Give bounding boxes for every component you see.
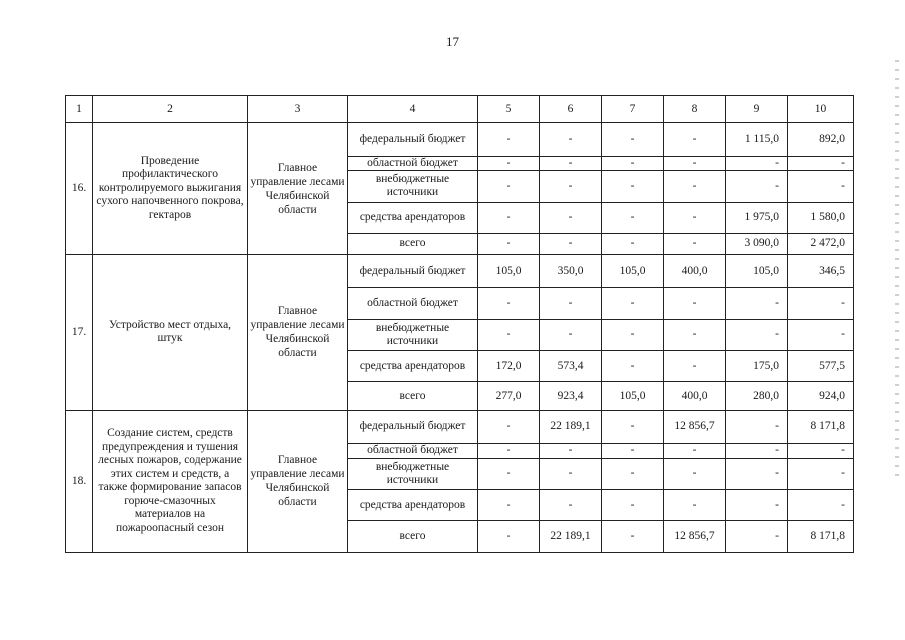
value-cell: -	[540, 234, 602, 255]
value-cell: 105,0	[726, 254, 788, 287]
funding-source: внебюджетные источники	[348, 458, 478, 489]
value-cell: 350,0	[540, 254, 602, 287]
value-cell: -	[788, 288, 854, 319]
value-cell: 175,0	[726, 351, 788, 382]
funding-source: внебюджетные источники	[348, 171, 478, 202]
header-cell: 6	[540, 96, 602, 123]
value-cell: 12 856,7	[664, 521, 726, 553]
funding-source: средства арендаторов	[348, 202, 478, 233]
value-cell: -	[602, 123, 664, 156]
value-cell: -	[478, 288, 540, 319]
header-cell: 10	[788, 96, 854, 123]
scan-edge-mark	[895, 60, 899, 480]
value-cell: -	[478, 319, 540, 350]
funding-source: федеральный бюджет	[348, 410, 478, 443]
value-cell: -	[540, 319, 602, 350]
value-cell: -	[602, 319, 664, 350]
value-cell: -	[788, 444, 854, 459]
page-number: 17	[446, 34, 459, 49]
value-cell: -	[478, 171, 540, 202]
value-cell: -	[788, 490, 854, 521]
value-cell: -	[726, 156, 788, 171]
value-cell: -	[602, 234, 664, 255]
row-number: 18.	[66, 410, 93, 552]
value-cell: 8 171,8	[788, 410, 854, 443]
header-cell: 4	[348, 96, 478, 123]
activity-description: Устройство мест отдыха, штук	[93, 254, 248, 410]
value-cell: -	[664, 288, 726, 319]
funding-source: областной бюджет	[348, 444, 478, 459]
value-cell: -	[788, 171, 854, 202]
funding-source: областной бюджет	[348, 288, 478, 319]
value-cell: -	[602, 458, 664, 489]
value-cell: -	[540, 444, 602, 459]
value-cell: -	[602, 202, 664, 233]
value-cell: -	[540, 202, 602, 233]
value-cell: -	[540, 490, 602, 521]
funding-source: областной бюджет	[348, 156, 478, 171]
funding-source: федеральный бюджет	[348, 254, 478, 287]
row-number: 16.	[66, 123, 93, 255]
header-cell: 3	[248, 96, 348, 123]
header-cell: 2	[93, 96, 248, 123]
value-cell: 1 580,0	[788, 202, 854, 233]
value-cell: -	[478, 521, 540, 553]
funding-source: всего	[348, 521, 478, 553]
value-cell: -	[664, 123, 726, 156]
value-cell: -	[664, 458, 726, 489]
header-cell: 7	[602, 96, 664, 123]
activity-description: Создание систем, средств предупреждения и тушения лесных пожаров, содержание этих систем и средств, а также формирование запасов горюче-смазочных материалов на пожароопасный сезон	[93, 410, 248, 552]
header-cell: 9	[726, 96, 788, 123]
value-cell: 400,0	[664, 382, 726, 410]
value-cell: 22 189,1	[540, 521, 602, 553]
table-row	[66, 410, 854, 443]
value-cell: -	[540, 458, 602, 489]
value-cell: -	[602, 351, 664, 382]
value-cell: 280,0	[726, 382, 788, 410]
value-cell: -	[478, 234, 540, 255]
header-cell: 8	[664, 96, 726, 123]
value-cell: -	[788, 156, 854, 171]
value-cell: -	[602, 156, 664, 171]
value-cell: 277,0	[478, 382, 540, 410]
funding-source: всего	[348, 382, 478, 410]
value-cell: 105,0	[602, 382, 664, 410]
value-cell: -	[664, 234, 726, 255]
value-cell: -	[478, 490, 540, 521]
value-cell: 105,0	[478, 254, 540, 287]
responsible-party: Главное управление лесами Челябинской области	[248, 410, 348, 552]
value-cell: -	[478, 202, 540, 233]
value-cell: -	[478, 444, 540, 459]
funding-source: средства арендаторов	[348, 351, 478, 382]
header-cell: 1	[66, 96, 93, 123]
value-cell: -	[540, 171, 602, 202]
value-cell: -	[602, 490, 664, 521]
table-row	[66, 123, 854, 156]
value-cell: -	[540, 156, 602, 171]
responsible-party: Главное управление лесами Челябинской области	[248, 254, 348, 410]
value-cell: -	[602, 288, 664, 319]
value-cell: -	[664, 351, 726, 382]
funding-source: всего	[348, 234, 478, 255]
value-cell: -	[602, 444, 664, 459]
budget-table	[65, 95, 854, 553]
value-cell: -	[664, 444, 726, 459]
value-cell: 8 171,8	[788, 521, 854, 553]
funding-source: средства арендаторов	[348, 490, 478, 521]
value-cell: 573,4	[540, 351, 602, 382]
value-cell: 924,0	[788, 382, 854, 410]
value-cell: -	[726, 490, 788, 521]
value-cell: -	[726, 319, 788, 350]
value-cell: 577,5	[788, 351, 854, 382]
value-cell: 400,0	[664, 254, 726, 287]
value-cell: 105,0	[602, 254, 664, 287]
value-cell: -	[726, 288, 788, 319]
value-cell: -	[664, 490, 726, 521]
value-cell: 892,0	[788, 123, 854, 156]
funding-source: федеральный бюджет	[348, 123, 478, 156]
funding-source: внебюджетные источники	[348, 319, 478, 350]
value-cell: 346,5	[788, 254, 854, 287]
value-cell: -	[788, 319, 854, 350]
value-cell: -	[726, 444, 788, 459]
value-cell: -	[602, 171, 664, 202]
value-cell: -	[540, 123, 602, 156]
value-cell: -	[664, 319, 726, 350]
value-cell: -	[726, 171, 788, 202]
row-number: 17.	[66, 254, 93, 410]
value-cell: -	[726, 410, 788, 443]
value-cell: -	[788, 458, 854, 489]
table-header-row	[66, 96, 854, 123]
value-cell: -	[478, 410, 540, 443]
value-cell: -	[664, 202, 726, 233]
table-row	[66, 254, 854, 287]
value-cell: -	[602, 410, 664, 443]
value-cell: -	[540, 288, 602, 319]
activity-description: Проведение профилактического контролируемого выжигания сухого напочвенного покрова, гектаров	[93, 123, 248, 255]
value-cell: -	[726, 458, 788, 489]
value-cell: 22 189,1	[540, 410, 602, 443]
responsible-party: Главное управление лесами Челябинской области	[248, 123, 348, 255]
value-cell: 12 856,7	[664, 410, 726, 443]
value-cell: 2 472,0	[788, 234, 854, 255]
value-cell: 1 115,0	[726, 123, 788, 156]
value-cell: -	[602, 521, 664, 553]
value-cell: -	[726, 521, 788, 553]
value-cell: -	[664, 171, 726, 202]
value-cell: 172,0	[478, 351, 540, 382]
value-cell: -	[478, 156, 540, 171]
header-cell: 5	[478, 96, 540, 123]
value-cell: 3 090,0	[726, 234, 788, 255]
value-cell: -	[478, 458, 540, 489]
value-cell: -	[664, 156, 726, 171]
value-cell: 923,4	[540, 382, 602, 410]
value-cell: 1 975,0	[726, 202, 788, 233]
value-cell: -	[478, 123, 540, 156]
